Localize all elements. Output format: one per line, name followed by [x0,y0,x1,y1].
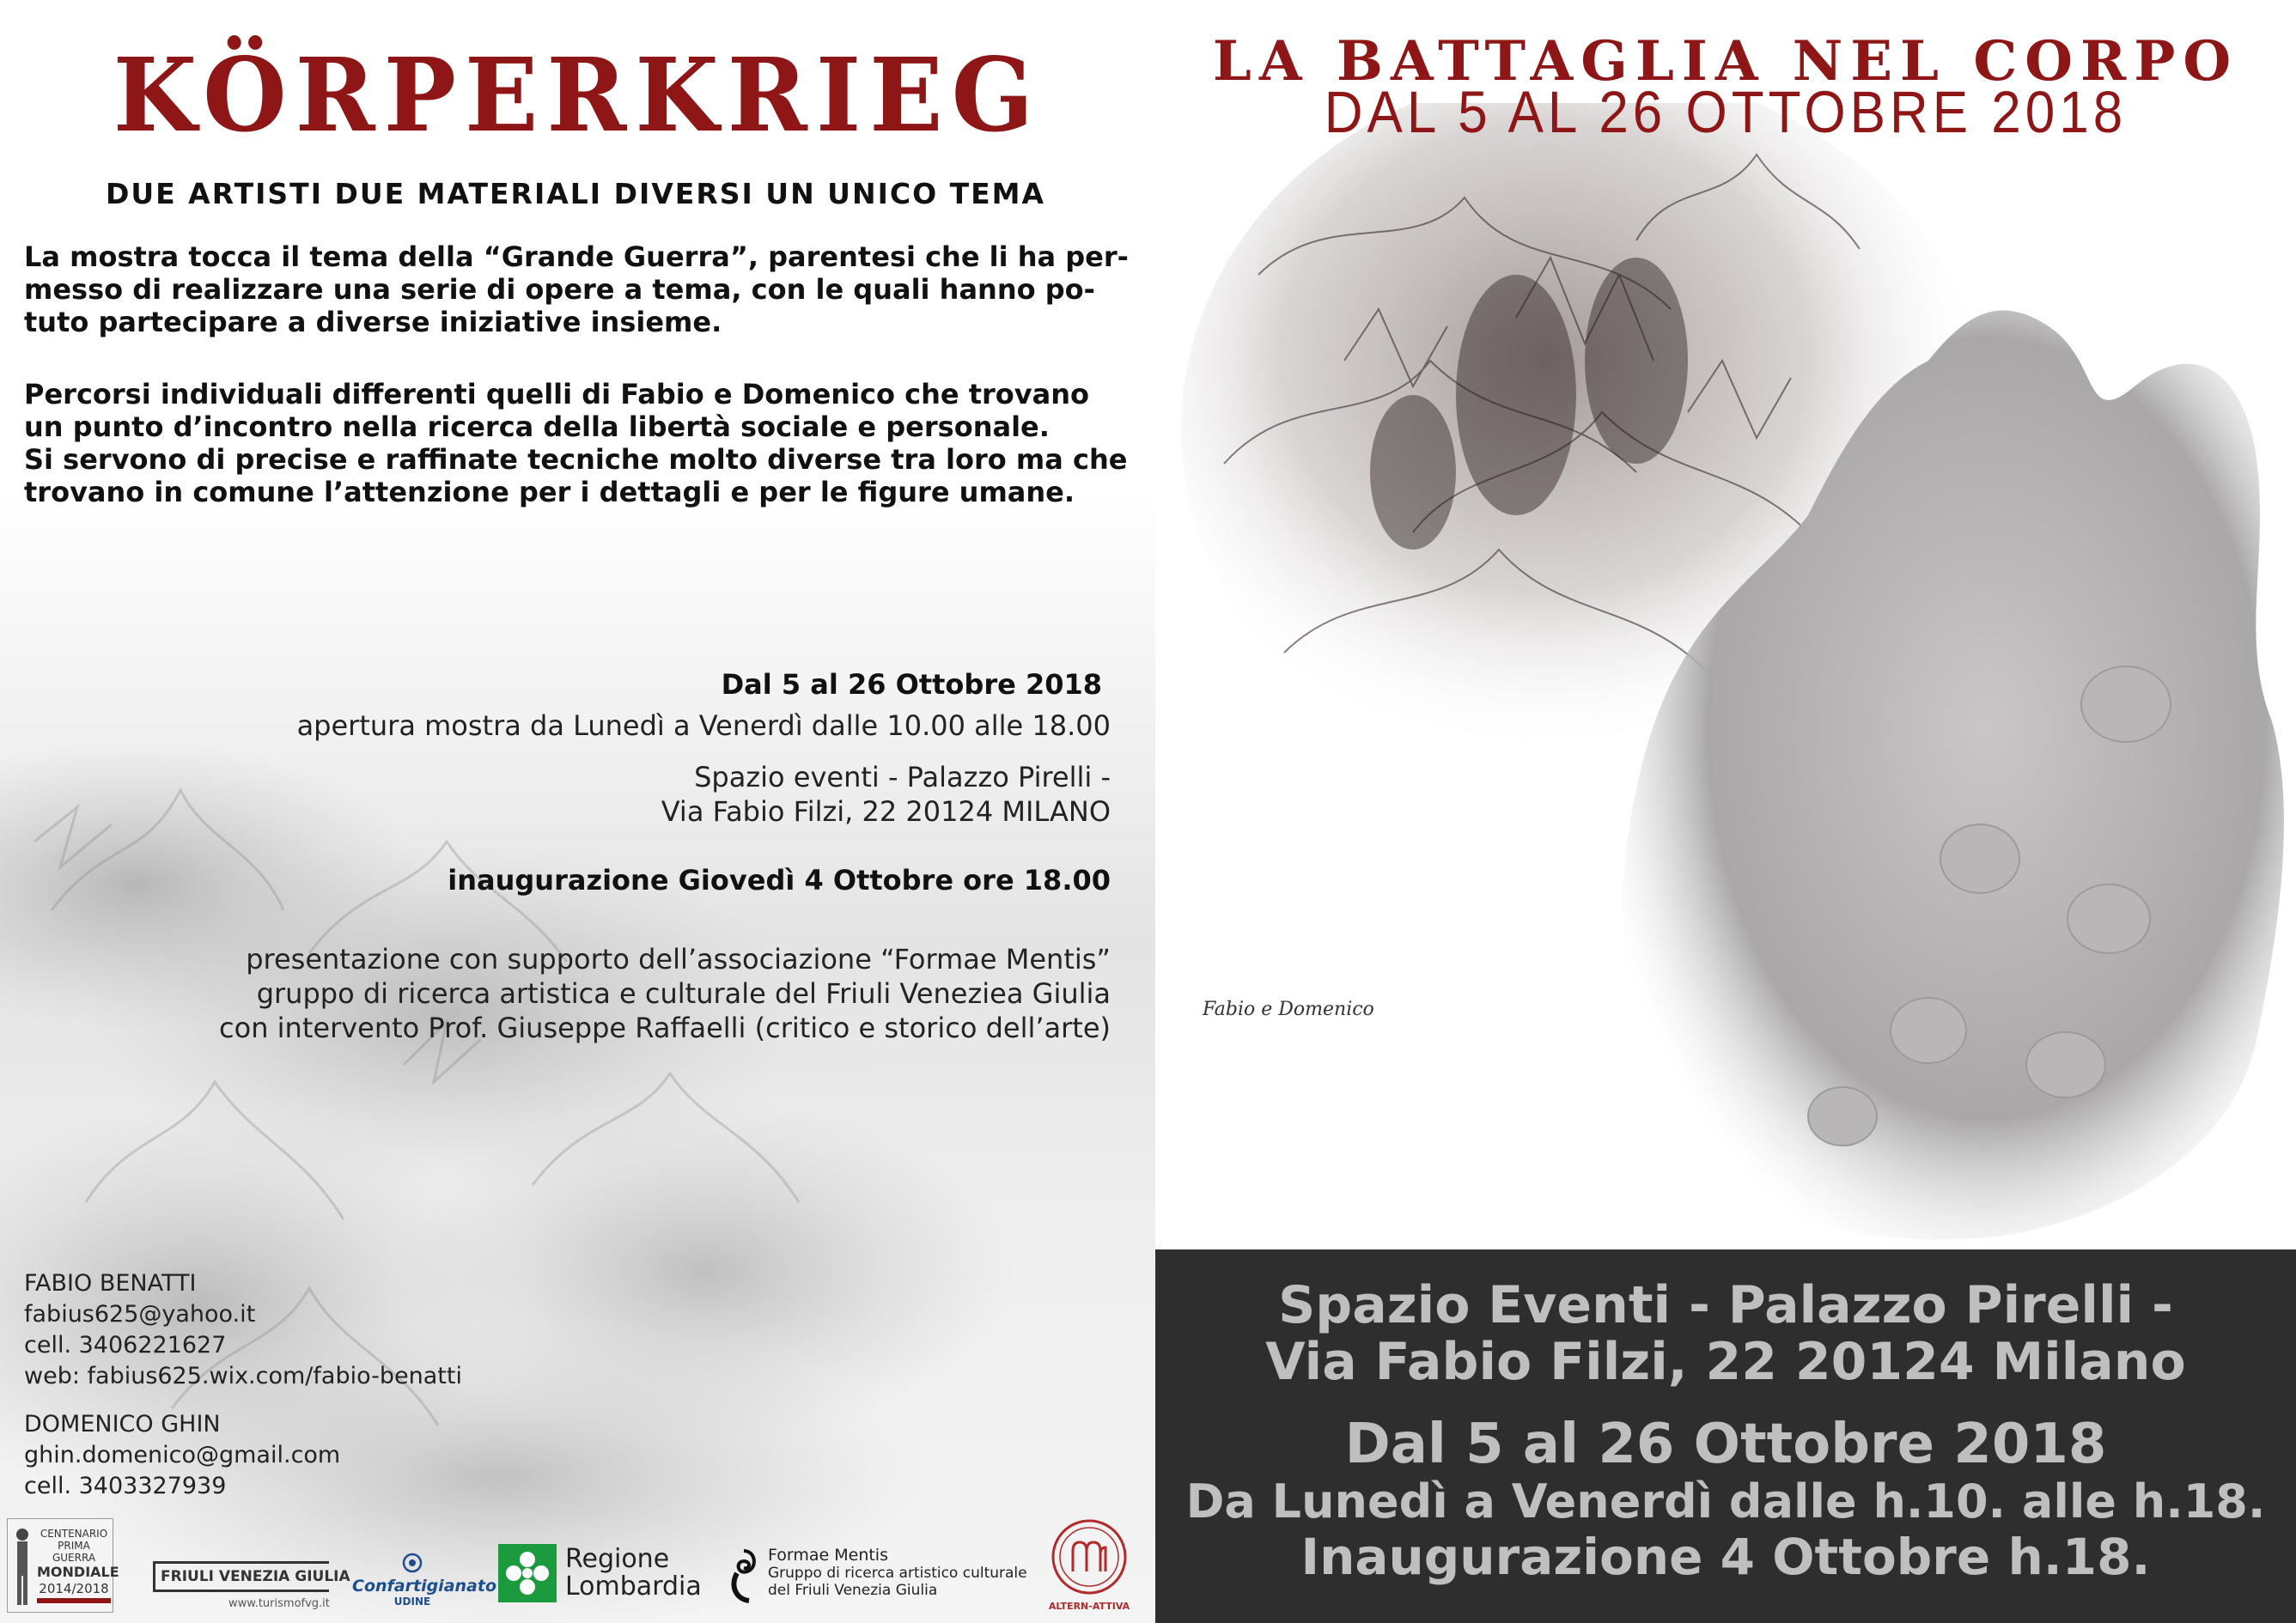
artist1-email[interactable]: fabius625@yahoo.it [24,1301,256,1328]
artist-signature: Fabio e Domenico [1203,999,1374,1020]
centenario-logo [7,1518,119,1613]
fvg-name: FRIULI VENEZIA GIULIA [153,1561,329,1592]
fvg-url: www.turismofvg.it [228,1597,330,1610]
right-panel [1155,0,2296,1623]
centenario-line: CENTENARIO [40,1528,108,1540]
exhibition-dates: Dal 5 al 26 Ottobre 2018 [721,668,1102,701]
right-title: LA BATTAGLIA NEL CORPO [1212,29,2239,94]
body-paragraph [24,378,1141,508]
formae-line: Gruppo di ricerca artistico culturale [768,1565,1027,1582]
centenario-line: MONDIALE [37,1564,119,1580]
band-inauguration: Inaugurazione 4 Ottobre h.18. [1300,1528,2151,1586]
intro-line: tuto partecipare a diverse iniziative insieme. [24,306,722,338]
body-line: trovano in comune l’attenzione per i dettagli e per le figure umane. [24,476,1075,508]
centenario-stripe [37,1598,111,1603]
artist1-cell: cell. 3406221627 [24,1332,227,1359]
band-venue-line-2: Via Fabio Filzi, 22 20124 Milano [1265,1332,2186,1392]
centenario-line: PRIMA GUERRA [52,1540,96,1564]
subtitle: DUE ARTISTI DUE MATERIALI DIVERSI UN UNICO TEMA [105,177,1046,210]
opening-hours: apertura mostra da Lunedì a Venerdì dalle 10.00 alle 18.00 [296,709,1111,742]
intro-paragraph [24,240,1141,338]
regione-lombardia-logo [498,1542,704,1602]
artwork-illustration [1155,103,2296,1249]
body-line: Si servono di precise e raffinate tecniche molto diverse tra loro ma che [24,443,1128,476]
altern-attiva-logo [1046,1517,1132,1616]
artist2-cell: cell. 3403327939 [24,1473,227,1499]
soldier-icon [9,1526,35,1608]
regione-line: Regione [565,1544,670,1574]
formae-line: del Friuli Venezia Giulia [768,1582,938,1599]
confartigianato-city: UDINE [393,1596,431,1608]
venue-line-2: Via Fabio Filzi, 22 20124 MILANO [661,795,1111,828]
regione-line: Lombardia [565,1571,702,1602]
venue-line-1: Spazio eventi - Palazzo Pirelli - [694,761,1111,793]
fvg-logo [153,1561,350,1616]
band-hours: Da Lunedì a Venerdì dalle h.10. alle h.18. [1185,1474,2266,1529]
presentation-line: con intervento Prof. Giuseppe Raffaelli (critico e storico dell’arte) [219,1012,1111,1044]
inauguration-text: inaugurazione Giovedì 4 Ottobre ore 18.00 [448,864,1111,897]
artist1-web[interactable]: web: fabius625.wix.com/fabio-benatti [24,1363,462,1389]
presentation-line: presentazione con supporto dell’associazione “Formae Mentis” [246,943,1111,976]
body-line: Percorsi individuali differenti quelli di Fabio e Domenico che trovano [24,378,1089,410]
band-venue-line-1: Spazio Eventi - Palazzo Pirelli - [1278,1275,2173,1335]
regione-lombardia-cross-icon [498,1544,557,1602]
altern-attiva-emblem-icon [1049,1517,1130,1597]
formae-line: Formae Mentis [768,1546,888,1565]
presentation-line: gruppo di ricerca artistica e culturale del Friuli Veneziea Giulia [256,977,1111,1010]
right-dates-title: DAL 5 AL 26 OTTOBRE 2018 [1324,80,2128,146]
intro-line: messo di realizzare una serie di opere a tema, con le quali hanno po- [24,273,1095,306]
artist2-email[interactable]: ghin.domenico@gmail.com [24,1442,341,1468]
altern-attiva-name: ALTERN-ATTIVA [1048,1601,1130,1612]
intro-line: La mostra tocca il tema della “Grande Guerra”, parentesi che li ha per- [24,240,1129,273]
confartigianato-name: Confartigianato [352,1577,496,1596]
confartigianato-icon [402,1553,423,1573]
confartigianato-logo [352,1553,496,1614]
main-title: KÖRPERKRIEG [113,36,1043,155]
band-dates: Dal 5 al 26 Ottobre 2018 [1344,1413,2107,1476]
body-line: un punto d’incontro nella ricerca della libertà sociale e personale. [24,410,1050,443]
centenario-line: 2014/2018 [39,1581,109,1596]
info-band [1155,1249,2296,1623]
formae-mentis-spiral-icon [727,1547,761,1604]
artist2-name: DOMENICO GHIN [24,1411,221,1438]
formae-mentis-logo [727,1542,1027,1611]
artist1-name: FABIO BENATTI [24,1270,197,1297]
